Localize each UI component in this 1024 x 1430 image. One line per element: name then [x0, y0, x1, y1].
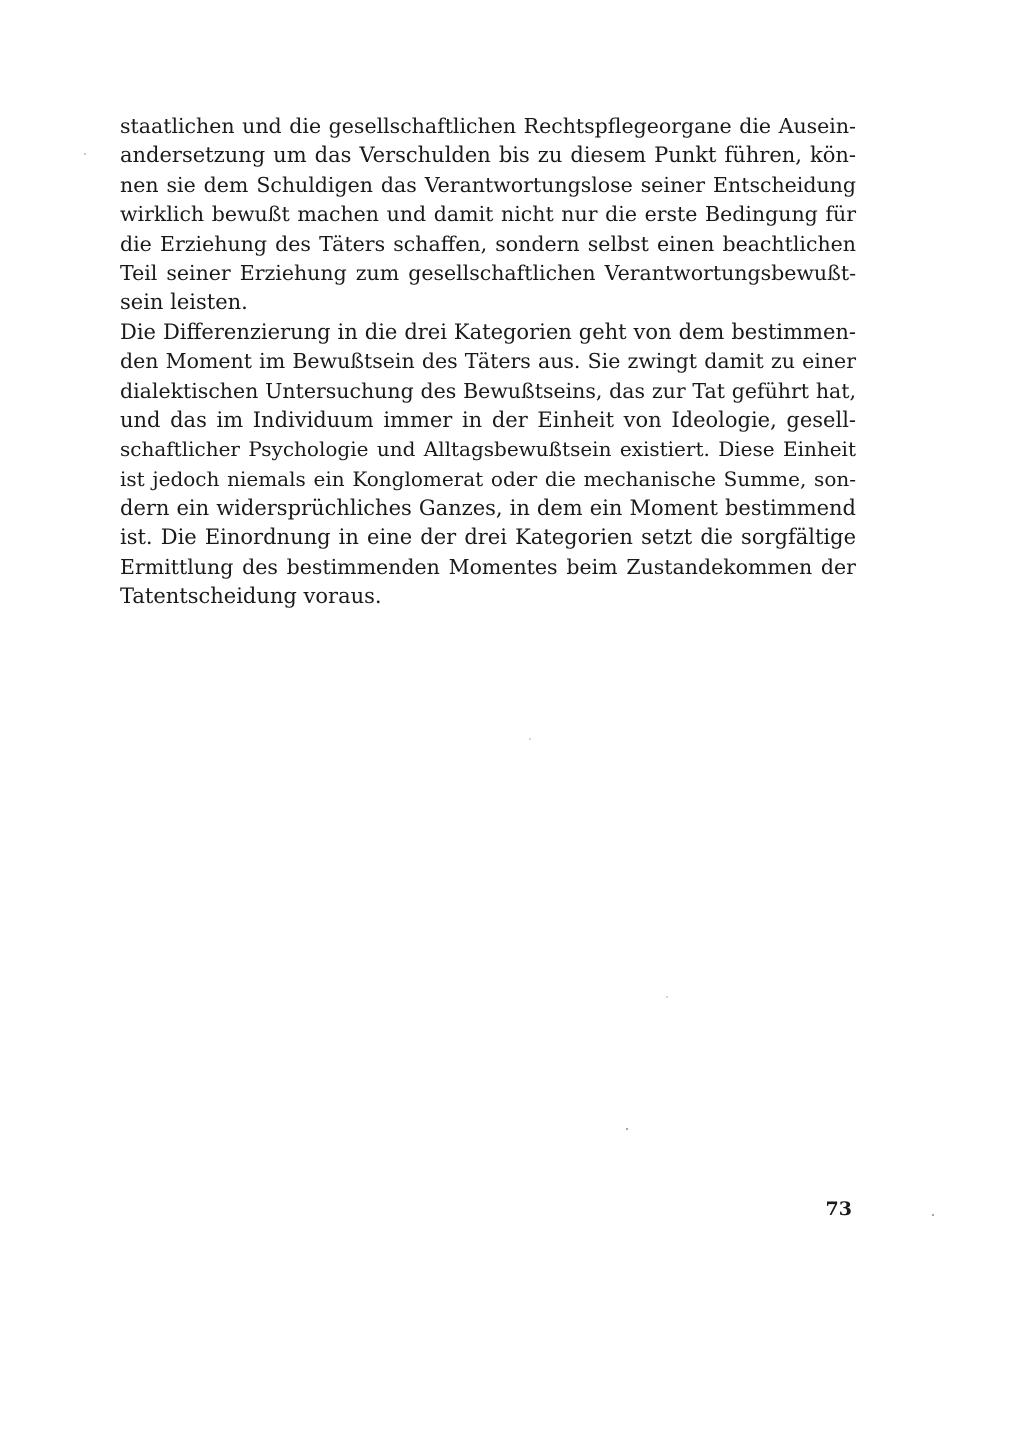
text-line: dern ein widersprüchliches Ganzes, in dem ein Moment bestimmend: [120, 496, 856, 521]
text-line: andersetzung um das Verschulden bis zu diesem Punkt führen, kön-: [120, 143, 856, 168]
text-line: die Erziehung des Täters schaffen, sondern selbst einen beachtlichen: [120, 231, 856, 256]
text-line: Teil seiner Erziehung zum gesellschaftlichen Verantwortungsbewußt-: [120, 260, 856, 285]
scan-speck: [626, 1128, 628, 1130]
text-line: schaftlicher Psychologie und Alltagsbewußtsein existiert. Diese Einheit: [120, 437, 856, 462]
text-line: staatlichen und die gesellschaftlichen Rechtspflegeorgane die Ausein-: [120, 114, 856, 138]
scan-speck: [932, 1214, 934, 1216]
text-line: Die Differenzierung in die drei Kategorien geht von dem bestimmen-: [120, 319, 856, 344]
text-line: dialektischen Untersuchung des Bewußtseins, das zur Tat geführt hat,: [120, 378, 856, 403]
paragraph-2: [120, 318, 856, 612]
text-line: den Moment im Bewußtsein des Täters aus. Sie zwingt damit zu einer: [120, 349, 856, 374]
scan-speck: [529, 738, 531, 740]
text-line: wirklich bewußt machen und damit nicht nur die erste Bedingung für: [120, 202, 856, 227]
scan-speck: [84, 153, 86, 155]
text-line: ist. Die Einordnung in eine der drei Kategorien setzt die sorgfältige: [120, 525, 856, 550]
text-line: und das im Individuum immer in der Einheit von Ideologie, gesell-: [120, 407, 856, 432]
scan-speck: [666, 996, 668, 998]
text-line: Ermittlung des bestimmenden Momentes beim Zustandekommen der: [120, 554, 856, 579]
page-number: 73: [825, 1198, 852, 1220]
text-line: nen sie dem Schuldigen das Verantwortungslose seiner Entscheidung: [120, 172, 856, 197]
text-line: sein leisten.: [120, 290, 248, 315]
body-text: [120, 112, 856, 612]
text-line: ist jedoch niemals ein Konglomerat oder die mechanische Summe, son-: [120, 466, 856, 491]
text-line: Tatentscheidung voraus.: [120, 584, 382, 609]
paragraph-1: [120, 112, 856, 318]
